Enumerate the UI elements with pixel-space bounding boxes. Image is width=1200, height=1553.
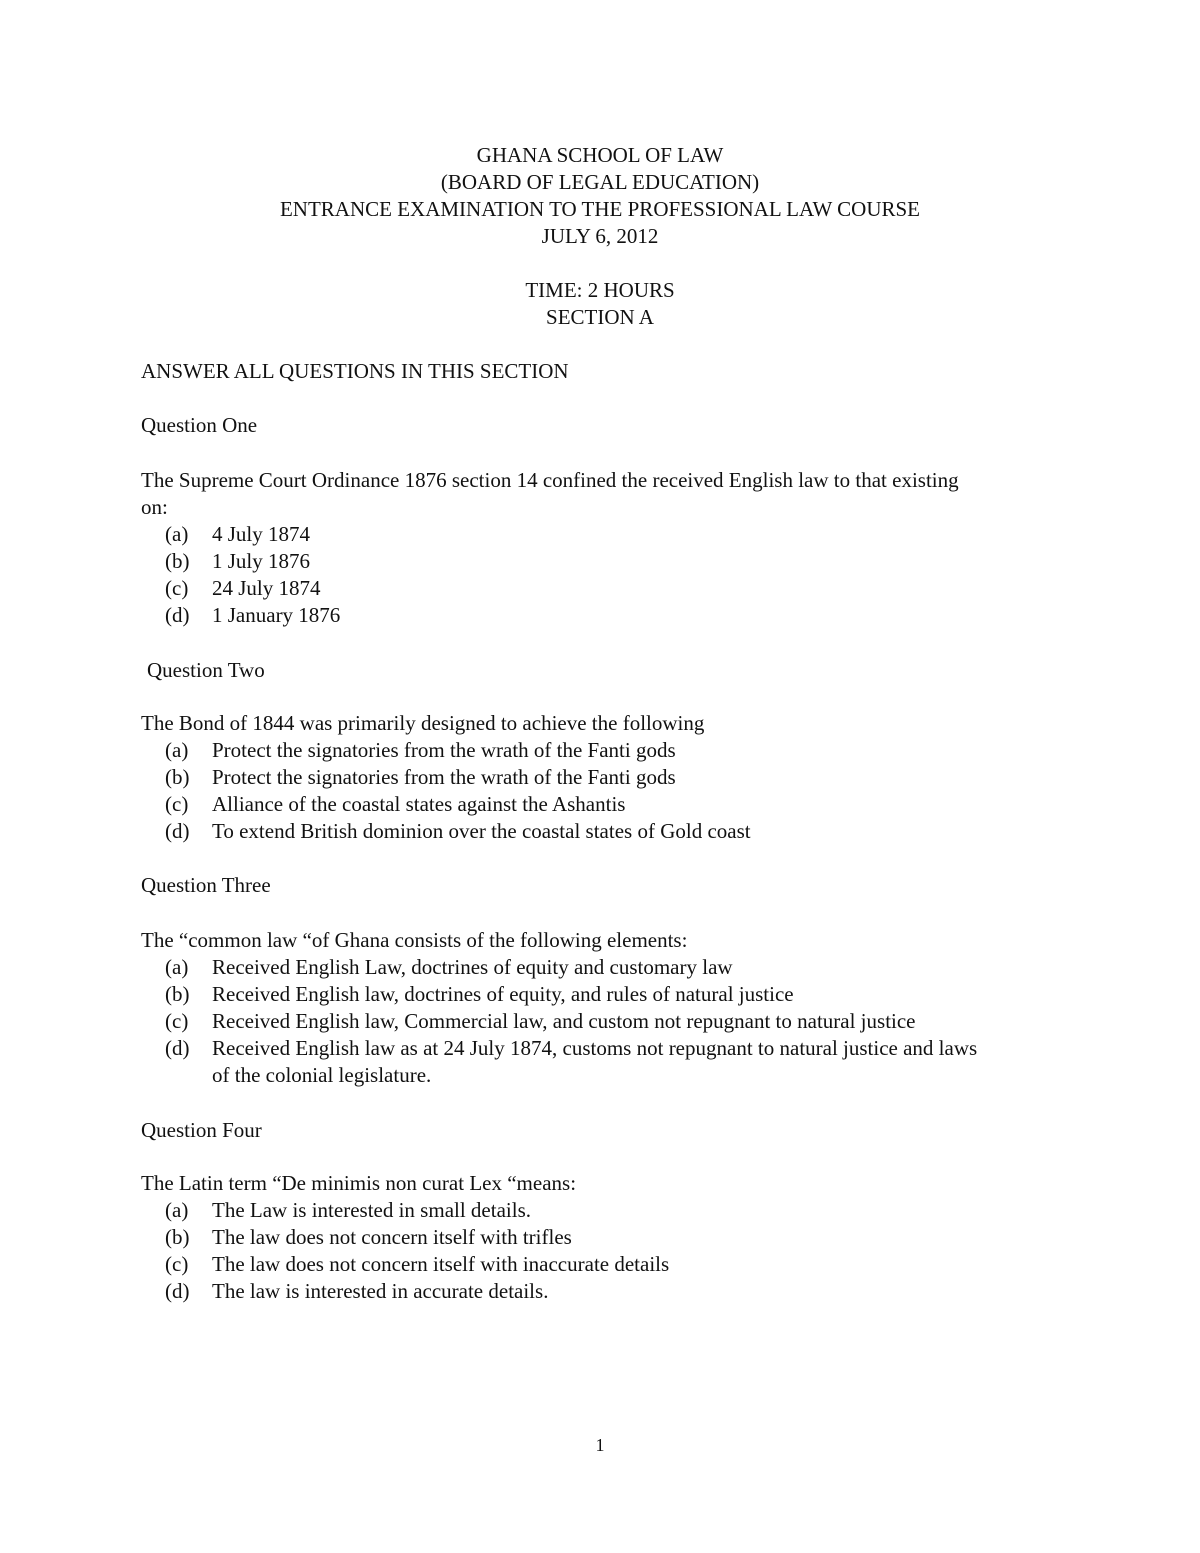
option-letter: (a) bbox=[165, 1198, 189, 1222]
option-letter: (d) bbox=[165, 1279, 190, 1303]
option-text: The Law is interested in small details. bbox=[212, 1198, 531, 1222]
option-text: Protect the signatories from the wrath of the Fanti gods bbox=[212, 738, 676, 762]
option-letter: (a) bbox=[165, 955, 189, 979]
option-letter: (b) bbox=[165, 1225, 190, 1249]
option-text: To extend British dominion over the coastal states of Gold coast bbox=[212, 819, 751, 843]
question-heading: Question Three bbox=[141, 873, 271, 897]
option-text: Received English law, doctrines of equity, and rules of natural justice bbox=[212, 982, 794, 1006]
option-text: 1 January 1876 bbox=[212, 603, 341, 627]
question-heading: Question One bbox=[141, 413, 258, 437]
page-number: 1 bbox=[595, 1435, 605, 1455]
option-letter: (c) bbox=[165, 576, 189, 600]
question-heading: Question Two bbox=[147, 658, 265, 682]
question-heading: Question Four bbox=[141, 1118, 262, 1142]
exam-duration: TIME: 2 HOURS bbox=[525, 278, 675, 302]
school-name: GHANA SCHOOL OF LAW bbox=[476, 143, 724, 167]
question-stem-continued: on: bbox=[141, 495, 168, 519]
option-text: Received English law as at 24 July 1874, customs not repugnant to natural justice and laws bbox=[212, 1036, 978, 1060]
instruction: ANSWER ALL QUESTIONS IN THIS SECTION bbox=[141, 359, 569, 383]
option-letter: (b) bbox=[165, 765, 190, 789]
exam-date: JULY 6, 2012 bbox=[541, 224, 659, 248]
question-stem: The Bond of 1844 was primarily designed to achieve the following bbox=[141, 711, 705, 735]
board-name: (BOARD OF LEGAL EDUCATION) bbox=[440, 170, 760, 194]
option-letter: (b) bbox=[165, 982, 190, 1006]
option-text: 1 July 1876 bbox=[212, 549, 311, 573]
option-letter: (c) bbox=[165, 1252, 189, 1276]
option-text: The law does not concern itself with trifles bbox=[212, 1225, 572, 1249]
question-stem: The Latin term “De minimis non curat Lex “means: bbox=[141, 1171, 577, 1195]
option-letter: (d) bbox=[165, 819, 190, 843]
option-letter: (d) bbox=[165, 1036, 190, 1060]
option-letter: (a) bbox=[165, 738, 189, 762]
option-text: Received English Law, doctrines of equity and customary law bbox=[212, 955, 733, 979]
option-text: Protect the signatories from the wrath of the Fanti gods bbox=[212, 765, 676, 789]
option-letter: (d) bbox=[165, 603, 190, 627]
option-text: The law is interested in accurate details. bbox=[212, 1279, 549, 1303]
exam-title: ENTRANCE EXAMINATION TO THE PROFESSIONAL LAW COURSE bbox=[279, 197, 920, 221]
option-text: 24 July 1874 bbox=[212, 576, 321, 600]
option-letter: (c) bbox=[165, 1009, 189, 1033]
section-title: SECTION A bbox=[546, 305, 654, 329]
option-text: Received English law, Commercial law, and custom not repugnant to natural justice bbox=[212, 1009, 916, 1033]
option-text: Alliance of the coastal states against the Ashantis bbox=[212, 792, 626, 816]
option-letter: (c) bbox=[165, 792, 189, 816]
option-text-continued: of the colonial legislature. bbox=[212, 1063, 432, 1087]
option-letter: (a) bbox=[165, 522, 189, 546]
option-letter: (b) bbox=[165, 549, 190, 573]
question-stem: The “common law “of Ghana consists of the following elements: bbox=[141, 928, 688, 952]
option-text: 4 July 1874 bbox=[212, 522, 311, 546]
option-text: The law does not concern itself with inaccurate details bbox=[212, 1252, 670, 1276]
question-stem: The Supreme Court Ordinance 1876 section 14 confined the received English law to that existing bbox=[141, 468, 959, 492]
